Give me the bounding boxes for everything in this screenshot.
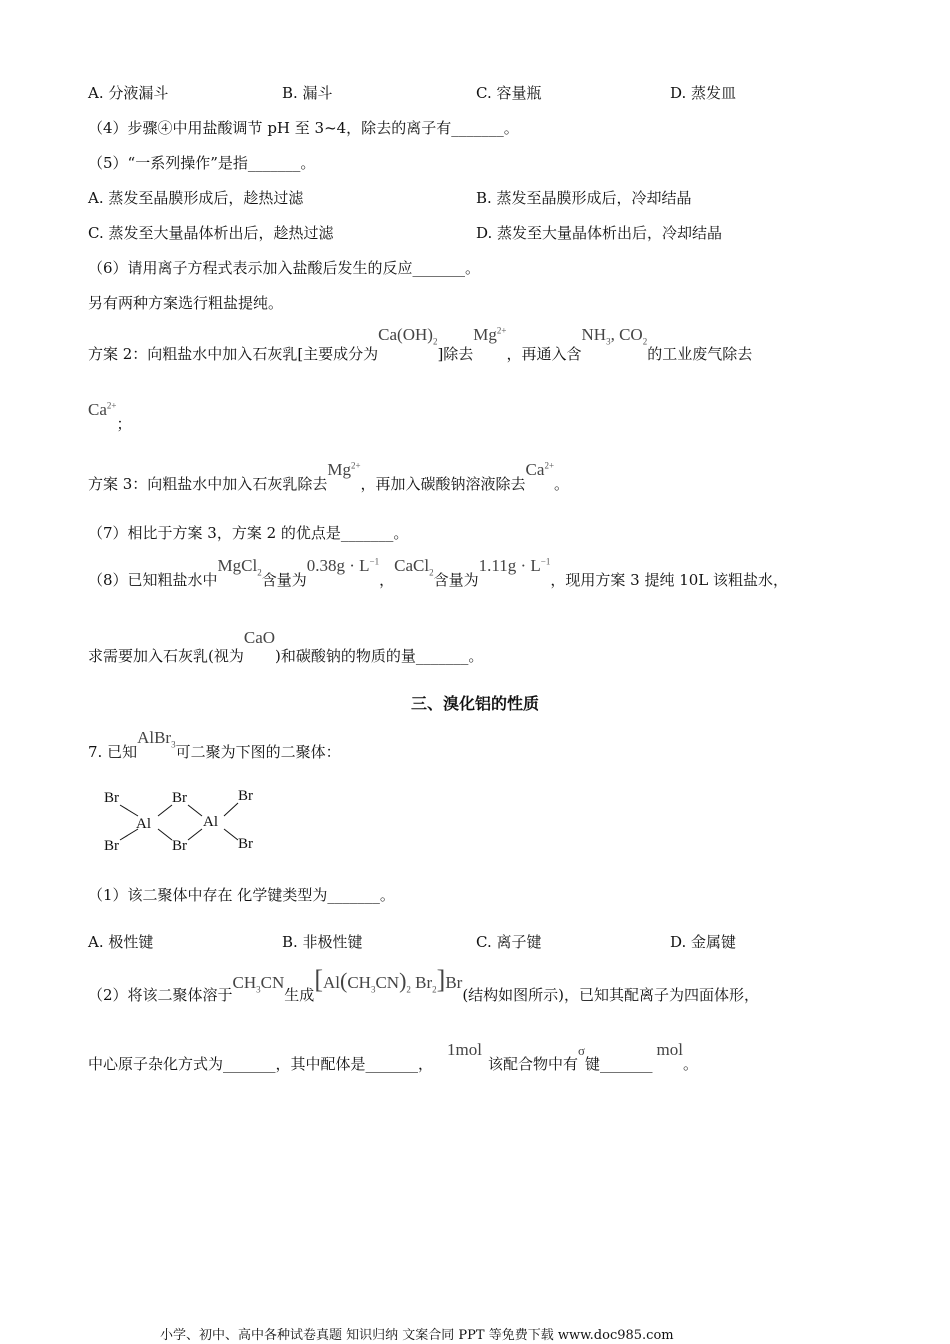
page-footer: 小学、初中、高中各种试卷真题 知识归纳 文案合同 PPT 等免费下载 www.doc985.com <box>160 1328 674 1343</box>
question-7: （7）相比于方案 3，方案 2 的优点是_______。 <box>88 524 409 542</box>
formula-mg-ion: $Mg^{2+}$ <box>473 325 507 344</box>
formula-nh3-co2: $NH_3$, $CO_2$ <box>581 325 648 347</box>
bond <box>188 805 202 816</box>
option-b: B. 漏斗 <box>282 84 333 102</box>
q7b1-option-d: D. 金属键 <box>670 933 737 951</box>
formula-cacl2: CaCl$_2$ <box>394 556 434 578</box>
value-mgcl2: $0.38g \cdot L^{-1}$ <box>306 556 380 575</box>
formula-1mol: 1mol <box>447 1040 482 1059</box>
bond <box>120 805 138 816</box>
formula-complex: [$Al(CH_3CN)_2$ $Br_2]Br$ <box>314 965 463 995</box>
q7b1-option-b: B. 非极性键 <box>282 933 363 951</box>
question-5: （5）“一系列操作”是指_______。 <box>88 154 316 172</box>
question-4: （4）步骤④中用盐酸调节 pH 至 3~4，除去的离子有_______。 <box>88 119 519 137</box>
plans-intro: 另有两种方案选行粗盐提纯。 <box>88 294 284 312</box>
formula-caoh2: $Ca(OH)_2$ <box>378 325 438 347</box>
plan2-text-3: ，再通入含 <box>506 345 582 363</box>
formula-albr3: AlBr$_3$ <box>137 728 176 750</box>
formula-mg-ion: $Mg^{2+}$ <box>327 460 361 479</box>
q5-option-a: A. 蒸发至晶膜形成后，趁热过滤 <box>88 189 304 207</box>
question-7b-2: （2）将该二聚体溶于$CH_3CN$生成[$Al(CH_3CN)_2$ $Br_2]Br$(结构如图所示)，已知其配离子为四面体形， <box>88 965 760 1004</box>
value-cacl2: $1.11g \cdot L^{-1}$ <box>478 556 551 575</box>
al-atom: Al <box>136 816 151 832</box>
formula-cao: CaO <box>243 628 276 647</box>
br-atom: Br <box>238 836 253 852</box>
formula-ca-ion: $Ca^{2+}$ <box>525 460 555 479</box>
q7b1-option-a: A. 极性键 <box>88 933 154 951</box>
question-7b-2-cont: 中心原子杂化方式为_______，其中配体是_______，1mol该配合物中有σ键_______mol。 <box>88 1040 698 1073</box>
question-8: （8）已知粗盐水中MgCl$_2$含量为$0.38g \cdot L^{-1}$，CaCl$_2$含量为$1.11g \cdot L^{-1}$，现用方案 3 提纯 10L 该粗盐水， <box>88 556 789 589</box>
plan-3: 方案 3：向粗盐水中加入石灰乳除去$Mg^{2+}$，再加入碳酸钠溶液除去$Ca^{2+}$。 <box>88 460 570 493</box>
plan-2 <box>88 325 752 364</box>
formula-ch3cn: $CH_3CN$ <box>232 973 285 995</box>
q7b1-option-c: C. 离子键 <box>476 933 542 951</box>
bond <box>158 829 172 840</box>
al-atom: Al <box>203 814 218 830</box>
question-7b-1: （1）该二聚体中存在 化学键类型为_______。 <box>88 886 395 904</box>
bond <box>158 805 172 816</box>
section-title: 三、溴化铝的性质 <box>410 694 539 713</box>
plan-2-cont: $Ca^{2+}$； <box>88 400 132 433</box>
albr3-dimer-structure <box>98 780 268 860</box>
question-7b: 7. 已知AlBr$_3$可二聚为下图的二聚体： <box>88 728 341 761</box>
option-c: C. 容量瓶 <box>476 84 542 102</box>
plan2-text-2: ]除去 <box>437 345 474 363</box>
q5-option-d: D. 蒸发至大量晶体析出后，冷却结晶 <box>476 224 723 242</box>
question-8-cont: 求需要加入石灰乳(视为CaO)和碳酸钠的物质的量_______。 <box>88 628 484 665</box>
plan2-text-1: 方案 2：向粗盐水中加入石灰乳[主要成分为 <box>88 345 379 363</box>
bond <box>224 829 238 840</box>
formula-mgcl2: MgCl$_2$ <box>217 556 262 578</box>
question-6: （6）请用离子方程式表示加入盐酸后发生的反应_______。 <box>88 259 481 277</box>
option-a: A. 分液漏斗 <box>88 84 169 102</box>
br-atom: Br <box>104 838 119 854</box>
q5-option-c: C. 蒸发至大量晶体析出后，趁热过滤 <box>88 224 334 242</box>
br-atom: Br <box>172 838 187 854</box>
q5-option-b: B. 蒸发至晶膜形成后，冷却结晶 <box>476 189 692 207</box>
formula-mol-unit: mol <box>656 1040 683 1059</box>
plan2-text-4: 的工业废气除去 <box>647 345 753 363</box>
br-atom: Br <box>104 790 119 806</box>
option-d: D. 蒸发皿 <box>670 84 737 102</box>
bond <box>188 829 202 840</box>
formula-sigma: σ <box>577 1043 585 1058</box>
bond <box>224 803 238 816</box>
br-atom: Br <box>238 788 253 804</box>
br-atom: Br <box>172 790 187 806</box>
formula-ca-ion: $Ca^{2+}$ <box>88 400 117 419</box>
